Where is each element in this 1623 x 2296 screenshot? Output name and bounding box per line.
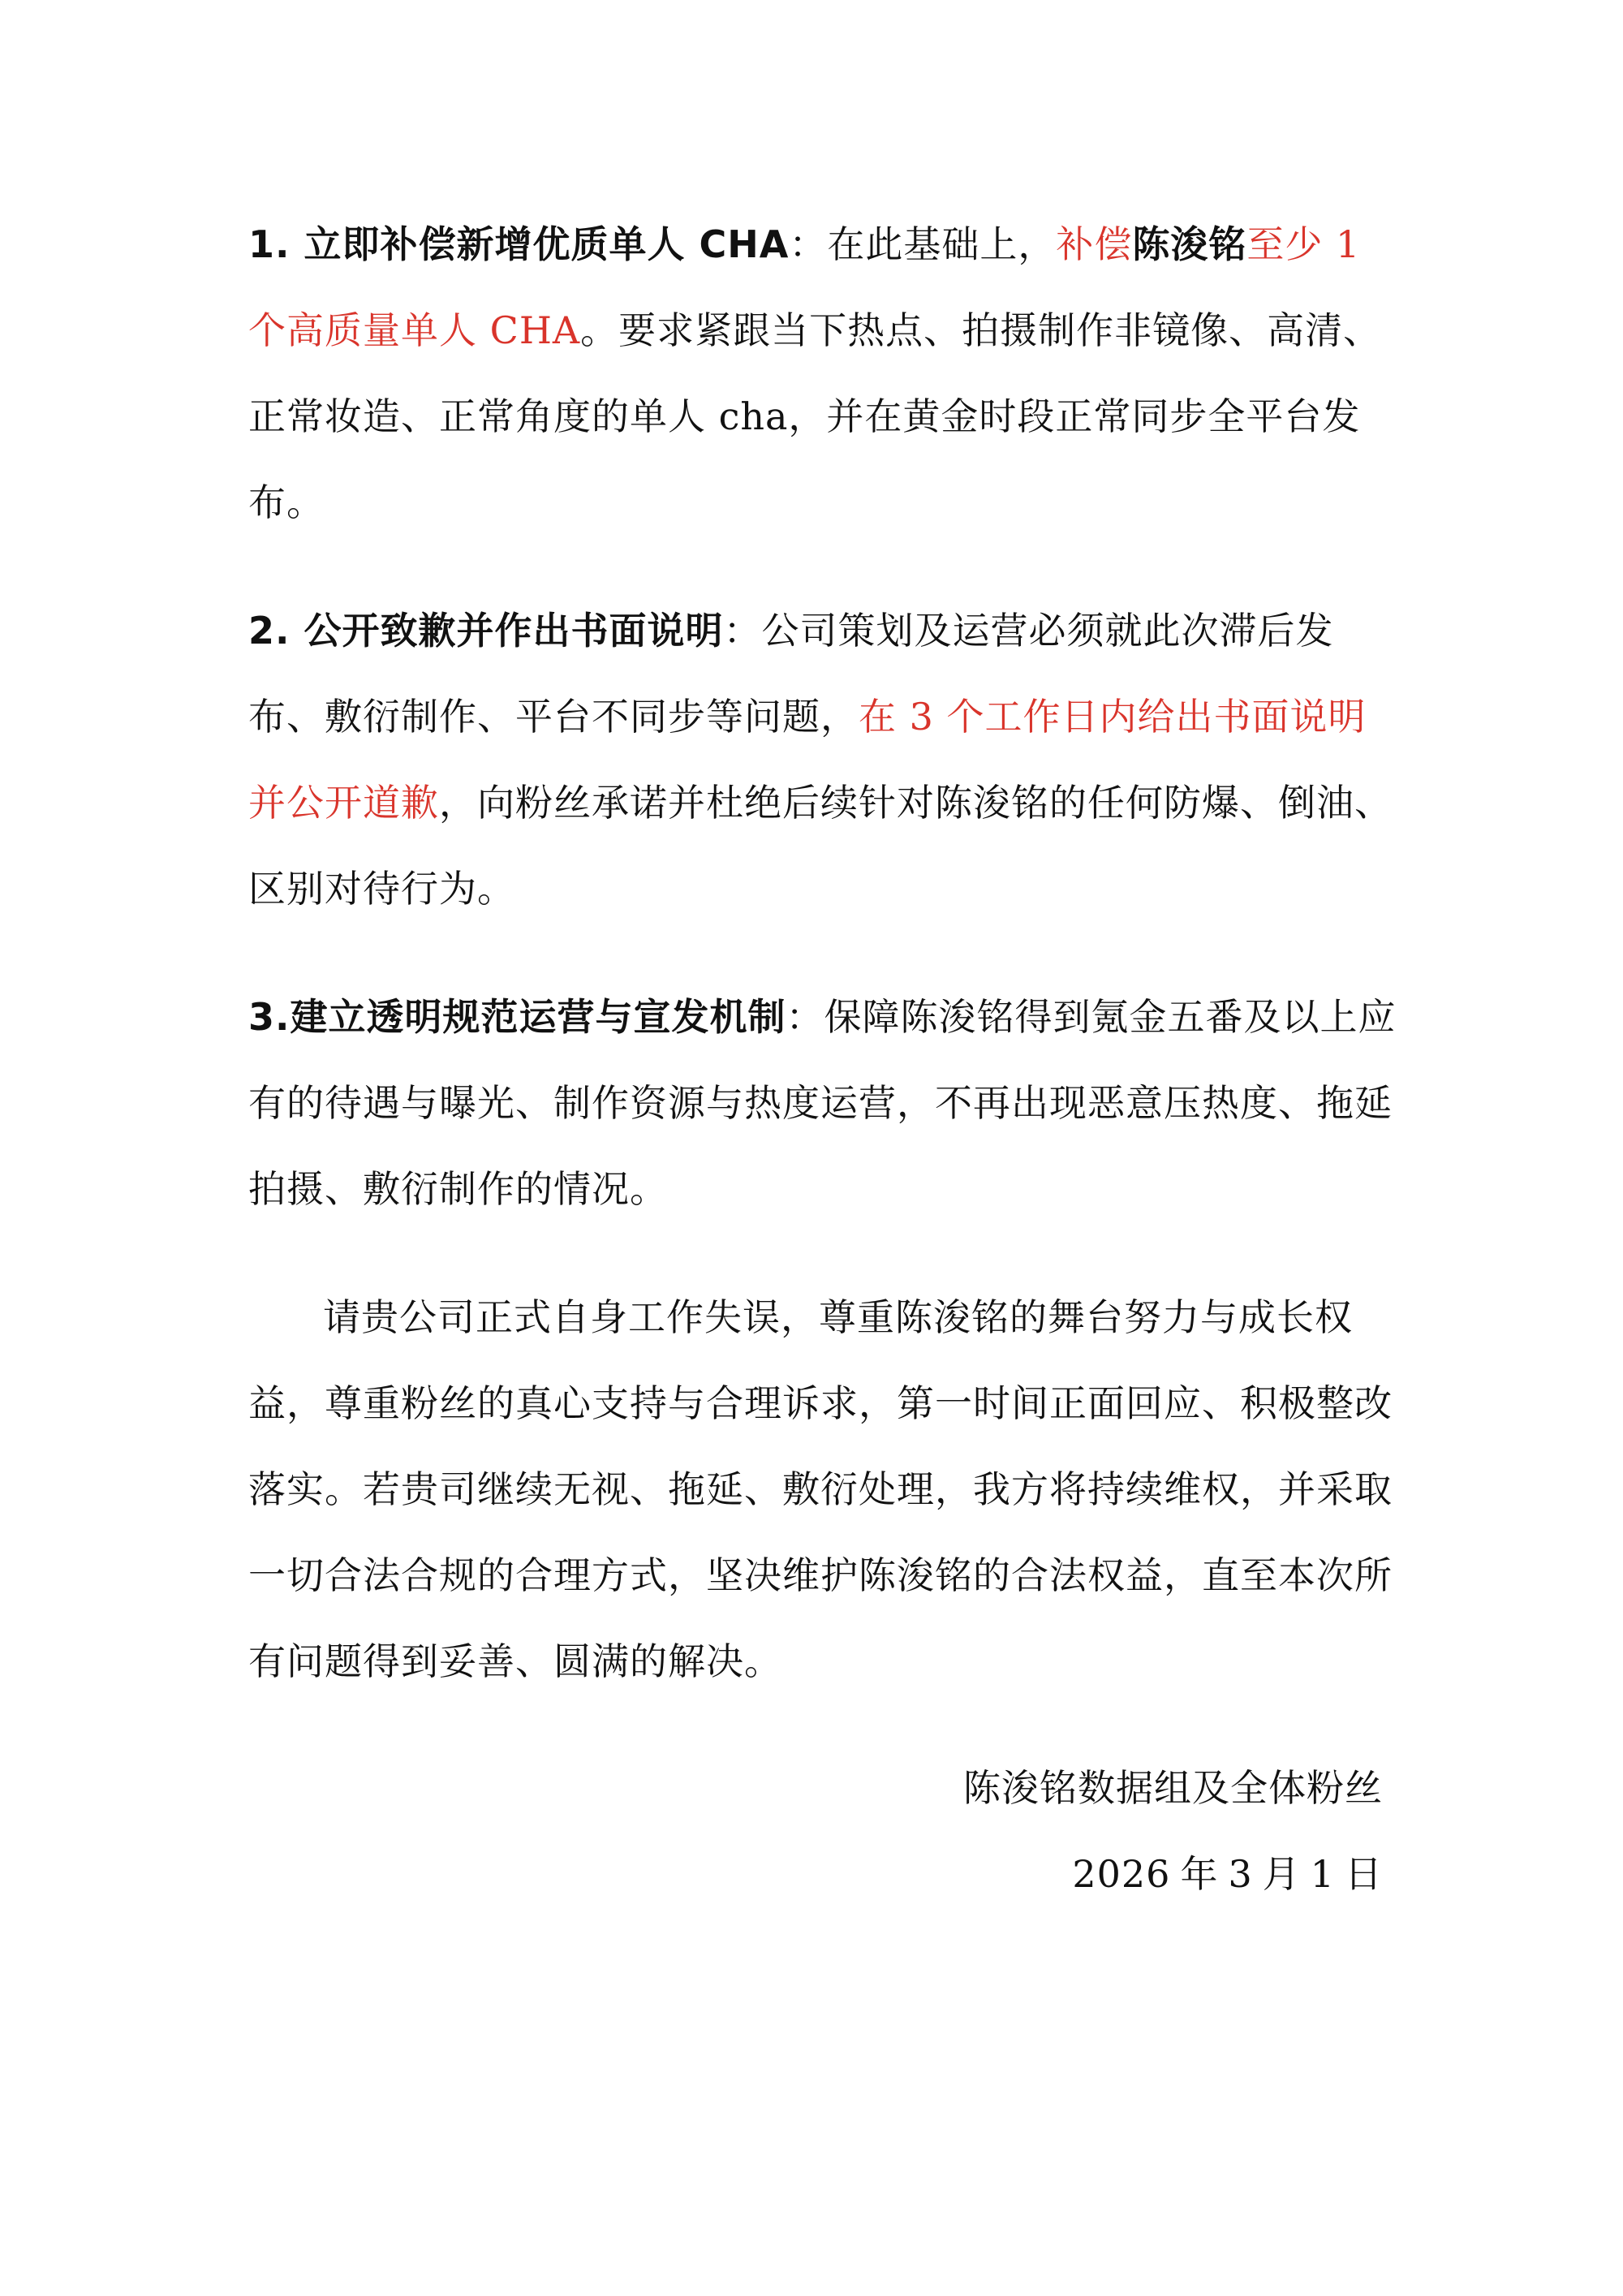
date-day-unit: 日 [1345, 1852, 1383, 1896]
demand-item-1-name: 陈浚铭 [1132, 222, 1247, 266]
demand-item-3-text: ：保障陈浚铭得到氪金五番及以上应有的待遇与曝光、制作资源与热度运营，不再出现恶意压热度、拖延拍摄、敷衍制作的情况。 [248, 995, 1397, 1211]
demand-item-2-text-after: ，向粉丝承诺并杜绝后续针对陈浚铭的任何防爆、倒油、区别对待行为。 [248, 781, 1393, 911]
signature-block [963, 1745, 1383, 1917]
demand-item-1-text-before: ：在此基础上， [789, 222, 1057, 266]
demand-item-1-text-after: 。要求紧跟当下热点、拍摄制作非镜像、高清、正常妆造、正常角度的单人 cha，并在黄金时段正常同步全平台发布。 [248, 308, 1382, 524]
date-year: 2026 [1072, 1852, 1171, 1896]
signature-text: 陈浚铭数据组及全体粉丝 [963, 1766, 1383, 1810]
demand-item-2-label: 2. 公开致歉并作出书面说明 [248, 609, 724, 653]
demand-item-1-label: 1. 立即补偿新增优质单人 CHA [248, 222, 790, 266]
demand-item-3-label: 3.建立透明规范运营与宣发机制 [248, 995, 786, 1039]
demand-item-2-highlight: 在 3 个工作日内给出书面说明并公开道歉 [248, 695, 1367, 825]
date-line [963, 1831, 1383, 1917]
date-month-unit: 月 [1262, 1852, 1301, 1896]
demand-item-1-highlight-a: 补偿 [1056, 222, 1133, 266]
date-month: 3 [1228, 1852, 1253, 1896]
date-year-unit: 年 [1180, 1852, 1219, 1896]
demand-item-2-text-before: ：公司策划及运营必须就此次滞后发布、敷衍制作、平台不同步等问题， [248, 609, 1334, 739]
date-day: 1 [1310, 1852, 1335, 1896]
closing-paragraph: 请贵公司正式自身工作失误，尊重陈浚铭的舞台努力与成长权益，尊重粉丝的真心支持与合理诉求，第一时间正面回应、积极整改落实。若贵司继续无视、拖延、敷衍处理，我方将持续维权，并采取一切合法合规的合理方式，坚决维护陈浚铭的合法权益，直至本次所有问题得到妥善、圆满的解决。 [248, 1295, 1393, 1683]
document-body [248, 201, 1401, 1704]
demand-item-3 [248, 974, 1401, 1232]
demand-item-1 [248, 201, 1401, 545]
demand-item-1-highlight-b: 至少 1 个高质量单人 CHA [248, 222, 1361, 352]
demand-item-2 [248, 588, 1401, 932]
